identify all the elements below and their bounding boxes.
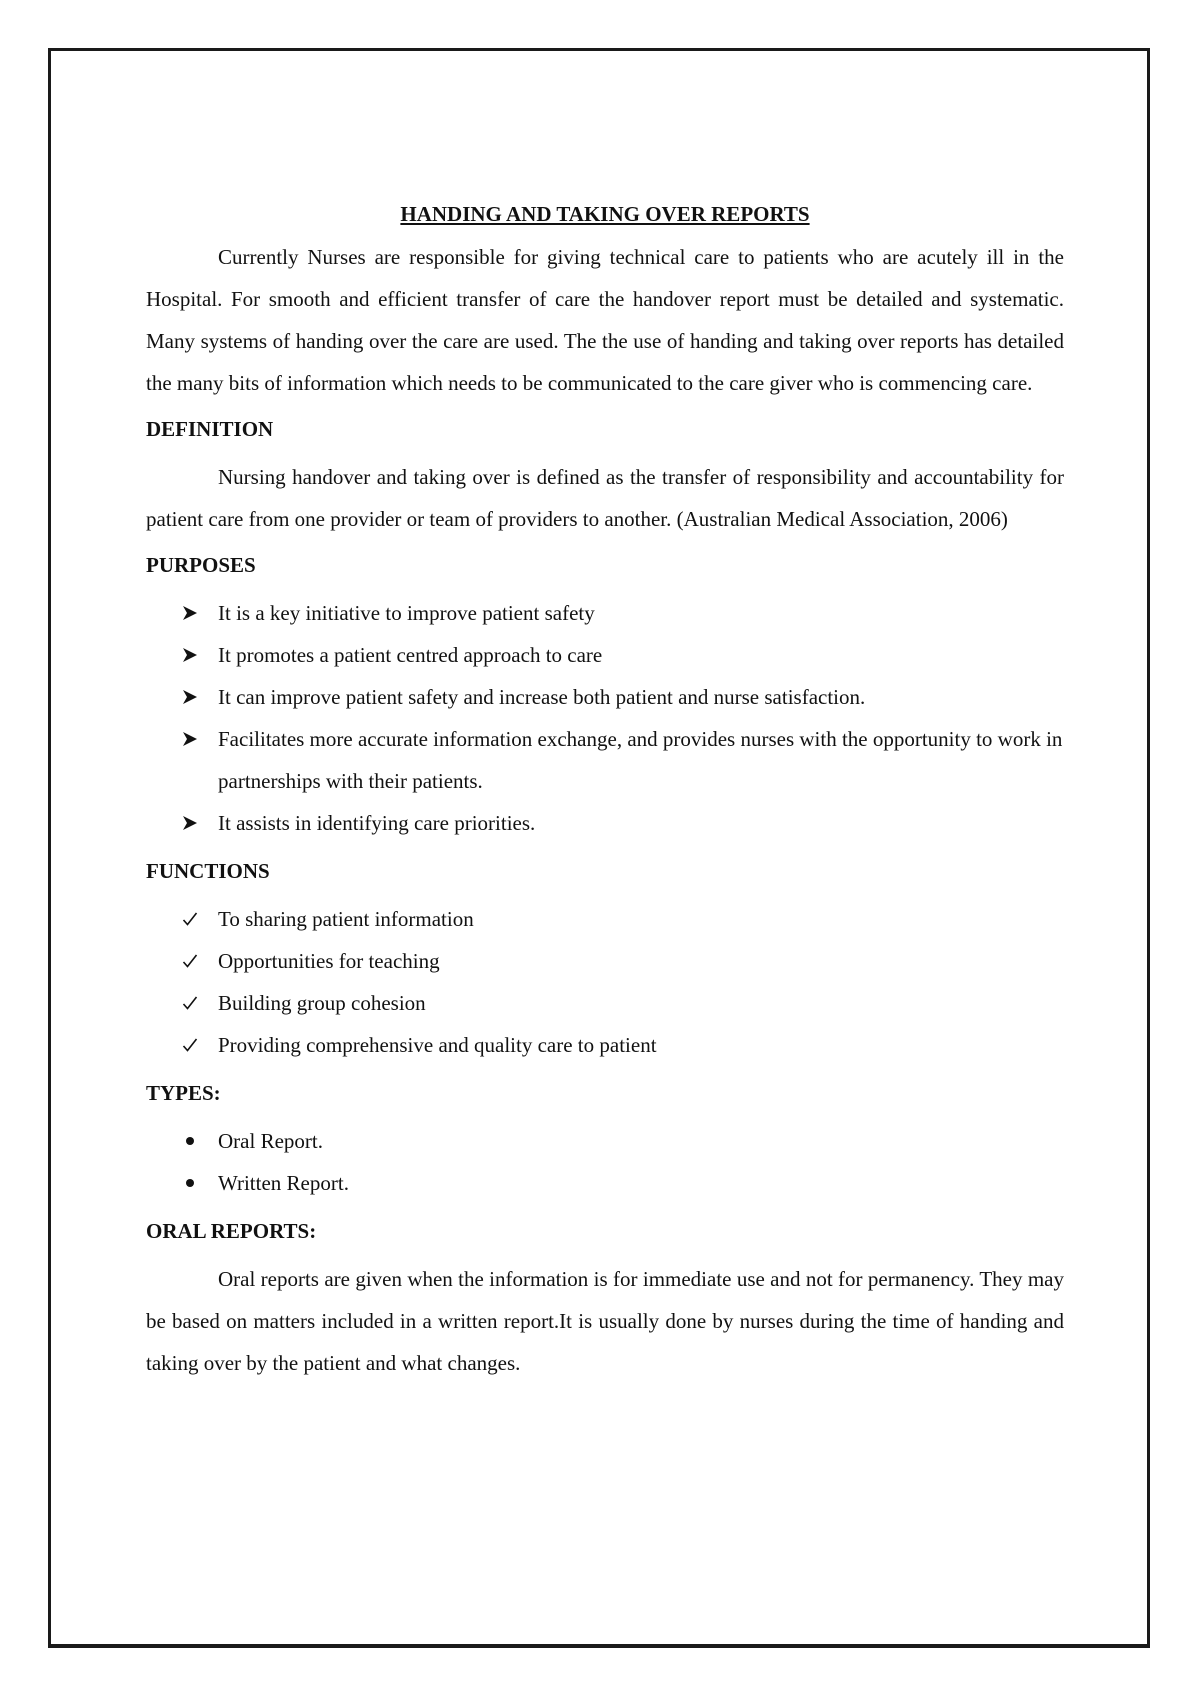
list-item bbox=[146, 940, 1064, 982]
list-item-text: Opportunities for teaching bbox=[218, 949, 440, 973]
list-item bbox=[146, 1162, 1064, 1204]
arrowhead-bullet-icon bbox=[182, 592, 206, 634]
list-item bbox=[146, 1120, 1064, 1162]
dot-bullet-icon bbox=[182, 1162, 206, 1204]
list-item-text: It is a key initiative to improve patient safety bbox=[218, 601, 595, 625]
definition-heading: DEFINITION bbox=[146, 417, 274, 441]
list-item-text: Providing comprehensive and quality care to patient bbox=[218, 1033, 657, 1057]
list-item-text: To sharing patient information bbox=[218, 907, 474, 931]
list-item bbox=[146, 1024, 1064, 1066]
list-item bbox=[146, 676, 1064, 718]
types-list bbox=[146, 1120, 1064, 1204]
list-item-text: Written Report. bbox=[218, 1171, 349, 1195]
list-item bbox=[146, 898, 1064, 940]
dot-bullet-icon bbox=[182, 1120, 206, 1162]
list-item-text: Oral Report. bbox=[218, 1129, 323, 1153]
arrowhead-bullet-icon bbox=[182, 802, 206, 844]
document-body bbox=[146, 198, 1064, 1392]
types-heading: TYPES: bbox=[146, 1081, 221, 1105]
list-item-text: Facilitates more accurate information exchange, and provides nurses with the opportunity to work in partnerships with their patients. bbox=[218, 727, 1063, 793]
list-item-text: It can improve patient safety and increase both patient and nurse satisfaction. bbox=[218, 685, 866, 709]
arrowhead-bullet-icon bbox=[182, 634, 206, 676]
oral-reports-heading: ORAL REPORTS: bbox=[146, 1219, 317, 1243]
checkmark-icon bbox=[182, 982, 206, 1024]
list-item-text: Building group cohesion bbox=[218, 991, 426, 1015]
document-title: HANDING AND TAKING OVER REPORTS bbox=[400, 202, 810, 226]
checkmark-icon bbox=[182, 1024, 206, 1066]
checkmark-icon bbox=[182, 898, 206, 940]
arrowhead-bullet-icon bbox=[182, 676, 206, 718]
intro-paragraph: Currently Nurses are responsible for giving technical care to patients who are acutely ill in the Hospital. For smooth and efficient transfer of care the handover report must be detailed and systematic. Many systems of handing over the care are used. The the use of handing and taking over reports has detailed the many bits of information which needs to be communicated to the care giver who is commencing care. bbox=[146, 245, 1064, 395]
list-item bbox=[146, 802, 1064, 844]
list-item bbox=[146, 634, 1064, 676]
list-item-text: It assists in identifying care priorities. bbox=[218, 811, 536, 835]
arrowhead-bullet-icon bbox=[182, 718, 206, 760]
list-item bbox=[146, 592, 1064, 634]
list-item bbox=[146, 982, 1064, 1024]
list-item bbox=[146, 718, 1064, 802]
functions-list bbox=[146, 898, 1064, 1066]
purposes-list bbox=[146, 592, 1064, 844]
list-item-text: It promotes a patient centred approach to care bbox=[218, 643, 603, 667]
definition-paragraph: Nursing handover and taking over is defined as the transfer of responsibility and accountability for patient care from one provider or team of providers to another. (Australian Medical Association, 2006) bbox=[146, 465, 1064, 531]
functions-heading: FUNCTIONS bbox=[146, 859, 270, 883]
checkmark-icon bbox=[182, 940, 206, 982]
purposes-heading: PURPOSES bbox=[146, 553, 256, 577]
oral-reports-paragraph: Oral reports are given when the information is for immediate use and not for permanency. They may be based on matters included in a written report.It is usually done by nurses during the time of handing and taking over by the patient and what changes. bbox=[146, 1267, 1064, 1375]
